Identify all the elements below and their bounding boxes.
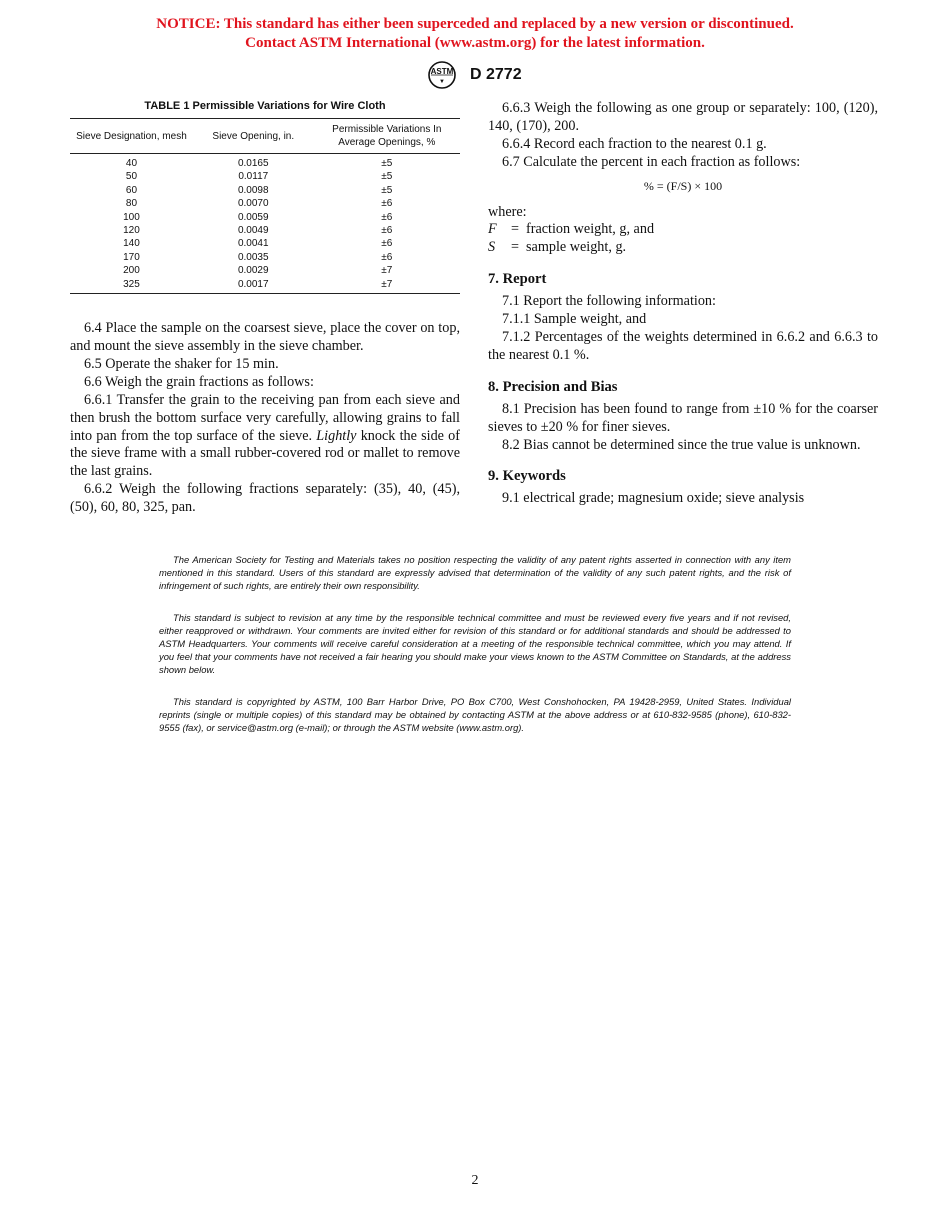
table-header-row <box>70 119 460 154</box>
cell-sieve-designation: 170 <box>123 251 140 263</box>
section-heading-report: 7. Report <box>488 271 547 288</box>
where-equals: = <box>510 221 519 238</box>
paragraph-7-1: 7.1 Report the following information: <box>502 293 716 310</box>
document-designation: D 2772 <box>470 66 522 83</box>
cell-sieve-opening: 0.0117 <box>238 171 269 183</box>
cell-sieve-designation: 100 <box>123 211 140 223</box>
table-row <box>70 237 460 250</box>
footer-note-patent: The American Society for Testing and Materials takes no position respecting the validity of any patent rights asserted in connection with any item mentioned in this standard. Users of this standard are expressly advised that determination of the validity of any such patent rights, and the risk of infringement of such rights, are entirely their own responsibility. <box>159 554 791 591</box>
cell-sieve-opening: 0.0070 <box>237 198 269 210</box>
where-equals: = <box>510 238 519 255</box>
cell-permissible-variation: ±6 <box>381 225 393 237</box>
paragraph-6-5: 6.5 Operate the shaker for 15 min. <box>84 355 279 372</box>
paragraph-6-6-3: 6.6.3 Weigh the following as one group or separately: 100, (120), 140, (170), 200. <box>488 100 878 134</box>
cell-sieve-opening: 0.0049 <box>237 225 269 237</box>
cell-sieve-designation: 325 <box>70 278 193 294</box>
table-row <box>70 154 460 171</box>
where-symbol: S <box>488 238 496 255</box>
cell-sieve-designation: 60 <box>125 184 138 196</box>
where-item-f <box>488 221 878 239</box>
cell-sieve-designation: 40 <box>125 158 138 169</box>
cell-permissible-variation: ±7 <box>314 278 460 294</box>
cell-sieve-designation: 80 <box>125 198 138 210</box>
table-row <box>70 184 460 197</box>
table-row <box>70 264 460 277</box>
paragraph-7-1-2: 7.1.2 Percentages of the weights determined in 6.6.2 and 6.6.3 to the nearest 0.1 %. <box>488 328 878 363</box>
paragraph-6-7: 6.7 Calculate the percent in each fraction as follows: <box>502 153 801 170</box>
cell-sieve-opening: 0.0029 <box>237 265 269 277</box>
where-item-s <box>488 239 878 257</box>
percent-formula: % = (F/S) × 100 <box>643 178 723 193</box>
column-header-sieve-designation: Sieve Designation, mesh <box>70 119 193 154</box>
cell-sieve-opening: 0.0041 <box>237 238 269 250</box>
paragraph-8-1: 8.1 Precision has been found to range from ±10 % for the coarser sieves to ±20 % for finer sieves. <box>488 400 878 435</box>
cell-permissible-variation: ±5 <box>381 184 393 196</box>
page-number: 2 <box>471 1173 479 1188</box>
astm-logo-icon <box>427 60 461 90</box>
cell-sieve-designation: 50 <box>125 171 138 183</box>
cell-permissible-variation: ±6 <box>381 211 393 223</box>
table-row <box>70 211 460 224</box>
section-heading-precision-bias: 8. Precision and Bias <box>488 378 618 395</box>
paragraph-7-1-1: 7.1.1 Sample weight, and <box>502 311 647 328</box>
where-symbol: F <box>488 221 497 238</box>
table-body <box>70 154 460 294</box>
astm-logo-text: ASTM <box>430 67 454 76</box>
cell-sieve-designation: 200 <box>123 265 140 277</box>
table-row <box>70 170 460 183</box>
table-row <box>70 197 460 210</box>
notice-line-2: Contact ASTM International (www.astm.org) for the latest information. <box>245 35 705 51</box>
paragraph-6-6-1-text-b: knock the side of the sieve frame with a small rubber-covered rod or mallet to remove the last grains. <box>70 427 460 480</box>
footer-note-copyright: This standard is copyrighted by ASTM, 100 Barr Harbor Drive, PO Box C700, West Conshohocken, PA 19428-2959, United States. Individual reprints (single or multiple copies) of this standard may be obtained by contacting ASTM at the above address or at 610-832-9585 (phone), 610-832-9555 (fax), or service@astm.org (e-mail); or through the ASTM website (www.astm.org). <box>159 696 791 733</box>
where-label: where: <box>488 203 527 220</box>
cell-sieve-opening: 0.0017 <box>193 278 314 294</box>
paragraph-6-6-2: 6.6.2 Weigh the following fractions separately: (35), 40, (45), (50), 60, 80, 325, pan. <box>70 481 460 516</box>
footer-notes <box>159 553 791 753</box>
cell-permissible-variation: ±7 <box>381 265 393 277</box>
svg-text:▼: ▼ <box>439 79 445 85</box>
column-header-sieve-opening: Sieve Opening, in. <box>193 119 314 154</box>
paragraph-9-1: 9.1 electrical grade; magnesium oxide; sieve analysis <box>502 490 805 507</box>
table-row <box>70 224 460 237</box>
left-column <box>70 100 460 517</box>
table-row <box>70 278 460 294</box>
footer-note-revision: This standard is subject to revision at any time by the responsible technical committee and must be reviewed every five years and if not revised, either reapproved or withdrawn. Your comments are invited either for revision of this standard or for additional standards and should be addressed to ASTM Headquarters. Your comments will receive careful consideration at a meeting of the responsible technical committee, which you may attend. If you feel that your comments have not received a fair hearing you should make your views known to the ASTM Committee on Standards, at the address shown below. <box>159 612 791 675</box>
paragraph-6-4: 6.4 Place the sample on the coarsest sieve, place the cover on top, and mount the sieve assembly in the sieve chamber. <box>70 320 460 354</box>
paragraph-6-6-4: 6.6.4 Record each fraction to the nearest 0.1 g. <box>502 135 767 152</box>
cell-permissible-variation: ±6 <box>381 251 393 263</box>
cell-permissible-variation: ±6 <box>381 198 393 210</box>
table-row <box>70 251 460 264</box>
cell-sieve-opening: 0.0059 <box>237 211 269 223</box>
notice-banner <box>0 15 950 53</box>
wire-cloth-table <box>70 118 460 294</box>
cell-permissible-variation: ±5 <box>381 171 393 183</box>
cell-sieve-opening: 0.0098 <box>237 184 269 196</box>
paragraph-6-6-1-emphasis: Lightly <box>316 427 357 444</box>
table-title: TABLE 1 Permissible Variations for Wire Cloth <box>144 100 386 112</box>
cell-sieve-designation: 140 <box>123 238 140 250</box>
paragraph-6-6-1-text-a: 6.6.1 Transfer the grain to the receiving pan from each sieve and then brush the bottom surface very carefully, allowing grains to fall into pan from the top surface of the sieve. <box>70 391 460 444</box>
cell-sieve-designation: 120 <box>123 225 140 237</box>
cell-sieve-opening: 0.0165 <box>237 158 269 169</box>
right-column <box>488 100 878 508</box>
paragraph-6-6: 6.6 Weigh the grain fractions as follows: <box>84 373 314 390</box>
where-description: sample weight, g. <box>526 238 627 255</box>
notice-line-1: NOTICE: This standard has either been superceded and replaced by a new version or discontinued. <box>156 16 794 32</box>
cell-permissible-variation: ±6 <box>381 238 393 250</box>
where-description: fraction weight, g, and <box>526 221 655 238</box>
cell-permissible-variation: ±5 <box>381 158 393 169</box>
paragraph-8-2: 8.2 Bias cannot be determined since the true value is unknown. <box>502 436 861 453</box>
section-heading-keywords: 9. Keywords <box>488 468 566 485</box>
paragraph-6-6-1 <box>70 392 460 482</box>
cell-sieve-opening: 0.0035 <box>237 251 269 263</box>
column-header-permissible-variations: Permissible Variations In Average Openings, % <box>314 119 460 154</box>
